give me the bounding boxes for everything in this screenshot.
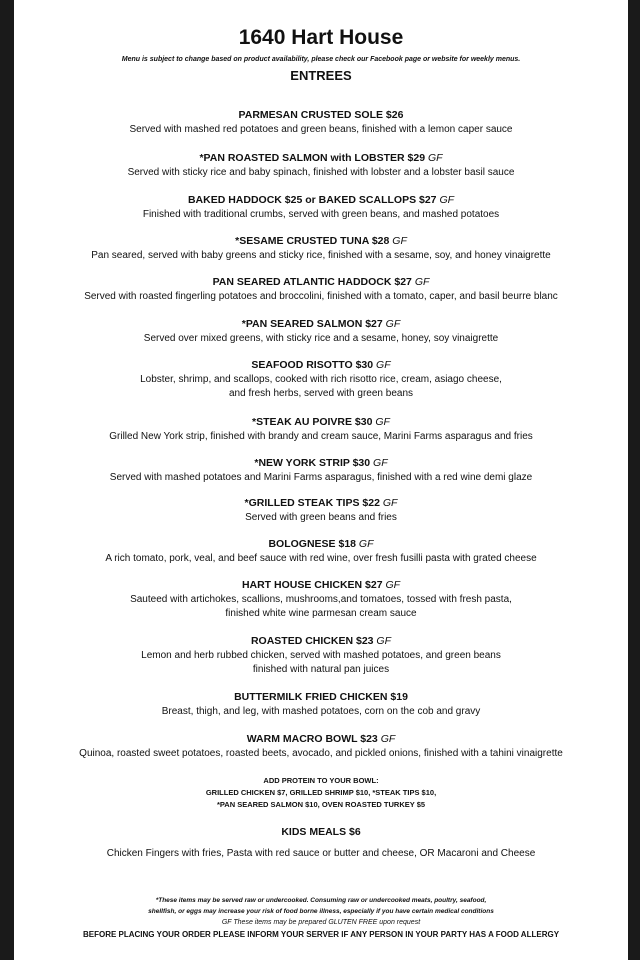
menu-item-description: Served with roasted fingerling potatoes and broccolini, finished with a tomato, caper, and basil beurre blanc (84, 291, 558, 302)
menu-item-description: Lobster, shrimp, and scallops, cooked with rich risotto rice, cream, asiago cheese, (140, 374, 502, 385)
menu-item-name (14, 193, 628, 207)
gluten-free-badge: GF (414, 276, 430, 288)
gluten-free-badge: GF (385, 318, 401, 330)
gluten-free-badge: GF (376, 635, 392, 647)
menu-item-name (14, 234, 628, 248)
menu-item-description: and fresh herbs, served with green beans (229, 388, 413, 399)
menu-item-description: Served with green beans and fries (245, 512, 397, 523)
menu-item-title: *NEW YORK STRIP $30 (254, 457, 371, 469)
menu-item-description: Grilled New York strip, finished with brandy and cream sauce, Marini Farms asparagus and fries (109, 431, 533, 442)
menu-item-title: *GRILLED STEAK TIPS $22 (244, 497, 380, 509)
addon-heading: ADD PROTEIN TO YOUR BOWL: (263, 776, 379, 785)
kids-meals-description: Chicken Fingers with fries, Pasta with red sauce or butter and cheese, OR Macaroni and Cheese (106, 848, 536, 859)
menu-item-description: Served with mashed red potatoes and green beans, finished with a lemon caper sauce (129, 124, 513, 135)
menu-item-description: A rich tomato, pork, veal, and beef sauce with red wine, over fresh fusilli pasta with grated cheese (105, 553, 537, 564)
menu-item (14, 537, 628, 566)
menu-item-title: *STEAK AU POIVRE $30 (252, 416, 373, 428)
gluten-free-badge: GF (427, 152, 443, 164)
section-heading-entrees: ENTREES (290, 68, 352, 83)
menu-item-name (14, 358, 628, 372)
menu-item-name (14, 108, 628, 122)
menu-item-name (14, 634, 628, 648)
menu-item-title: SEAFOOD RISOTTO $30 (251, 359, 374, 371)
gluten-free-badge: GF (382, 497, 398, 509)
menu-item (14, 108, 628, 137)
menu-item (14, 690, 628, 719)
menu-item-title: BAKED HADDOCK $25 or BAKED SCALLOPS $27 (187, 194, 437, 206)
menu-item (14, 496, 628, 525)
gluten-free-badge: GF (373, 457, 388, 469)
menu-item (14, 193, 628, 222)
allergy-notice: BEFORE PLACING YOUR ORDER PLEASE INFORM YOUR SERVER IF ANY PERSON IN YOUR PARTY HAS A FOOD ALLERGY (82, 930, 560, 939)
menu-item-description: finished white wine parmesan cream sauce (225, 608, 417, 619)
menu-item (14, 578, 628, 621)
menu-item-title: BUTTERMILK FRIED CHICKEN $19 (234, 691, 408, 703)
menu-page (14, 0, 628, 960)
menu-item (14, 151, 628, 180)
menu-item (14, 732, 628, 761)
gluten-free-note: GF These items may be prepared GLUTEN FREE upon request (221, 919, 421, 926)
gluten-free-badge: GF (392, 235, 407, 247)
menu-item-name (14, 415, 628, 429)
menu-item-description: Sauteed with artichokes, scallions, mushrooms,and tomatoes, tossed with fresh pasta, (130, 594, 512, 605)
addon-options-line: GRILLED CHICKEN $7, GRILLED SHRIMP $10, *STEAK TIPS $10, (205, 788, 437, 797)
menu-item (14, 456, 628, 485)
menu-item-description: finished with natural pan juices (252, 664, 390, 675)
menu-item (14, 317, 628, 346)
menu-item-description: Quinoa, roasted sweet potatoes, roasted beets, avocado, and pickled onions, finished with a tahini vinaigrette (79, 748, 563, 759)
addon-options-line: *PAN SEARED SALMON $10, OVEN ROASTED TURKEY $5 (216, 800, 426, 809)
menu-footer-disclaimer (14, 895, 628, 941)
gluten-free-badge: GF (375, 416, 390, 428)
menu-item-description: Breast, thigh, and leg, with mashed potatoes, corn on the cob and gravy (161, 706, 481, 717)
menu-item-name (14, 537, 628, 551)
menu-item-name (14, 496, 628, 510)
menu-item-description: Served with mashed potatoes and Marini Farms asparagus, finished with a red wine demi glaze (109, 472, 533, 483)
menu-item-name (14, 456, 628, 470)
menu-item-description: Pan seared, served with baby greens and sticky rice, finished with a sesame, soy, and honey vinaigrette (91, 250, 551, 261)
menu-item-name (14, 317, 628, 331)
gluten-free-badge: GF (439, 194, 455, 206)
menu-item (14, 634, 628, 677)
kids-meals-title: KIDS MEALS $6 (281, 826, 361, 838)
menu-item-name (14, 578, 628, 592)
restaurant-title: 1640 Hart House (238, 26, 404, 49)
menu-item-title: ROASTED CHICKEN $23 (250, 635, 374, 647)
menu-item-description: Served over mixed greens, with sticky rice and a sesame, honey, soy vinaigrette (143, 333, 499, 344)
menu-item-name (14, 275, 628, 289)
kids-meals (14, 825, 628, 861)
menu-item-description: Served with sticky rice and baby spinach, finished with lobster and a lobster basil sauce (127, 167, 515, 178)
menu-change-note: Menu is subject to change based on product availability, please check our Facebook page or website for weekly menus. (121, 56, 521, 63)
gluten-free-badge: GF (376, 359, 391, 371)
bowl-protein-addons (14, 775, 628, 811)
menu-item-title: *PAN ROASTED SALMON with LOBSTER $29 (199, 152, 426, 164)
gluten-free-badge: GF (358, 538, 374, 550)
menu-item (14, 234, 628, 263)
menu-item-title: PARMESAN CRUSTED SOLE $26 (238, 109, 404, 121)
menu-item-description: Lemon and herb rubbed chicken, served with mashed potatoes, and green beans (141, 650, 501, 661)
menu-item-name (14, 151, 628, 165)
menu-item (14, 275, 628, 304)
menu-item-title: HART HOUSE CHICKEN $27 (241, 579, 383, 591)
menu-item-title: *PAN SEARED SALMON $27 (241, 318, 383, 330)
menu-item-name (14, 732, 628, 746)
menu-item-description: Finished with traditional crumbs, served with green beans, and mashed potatoes (142, 209, 500, 220)
raw-food-warning: *These items may be served raw or undercooked. Consuming raw or undercooked meats, poultry, seafood, (155, 897, 487, 904)
menu-item-title: PAN SEARED ATLANTIC HADDOCK $27 (212, 276, 412, 288)
menu-item-name (14, 690, 628, 704)
menu-item (14, 415, 628, 444)
menu-item (14, 358, 628, 401)
menu-item-title: BOLOGNESE $18 (268, 538, 356, 550)
gluten-free-badge: GF (380, 733, 396, 745)
menu-item-title: WARM MACRO BOWL $23 (246, 733, 378, 745)
gluten-free-badge: GF (385, 579, 401, 591)
raw-food-warning: shellfish, or eggs may increase your risk of food borne illness, especially if you have certain medical conditions (148, 908, 494, 915)
menu-item-title: *SESAME CRUSTED TUNA $28 (235, 235, 390, 247)
